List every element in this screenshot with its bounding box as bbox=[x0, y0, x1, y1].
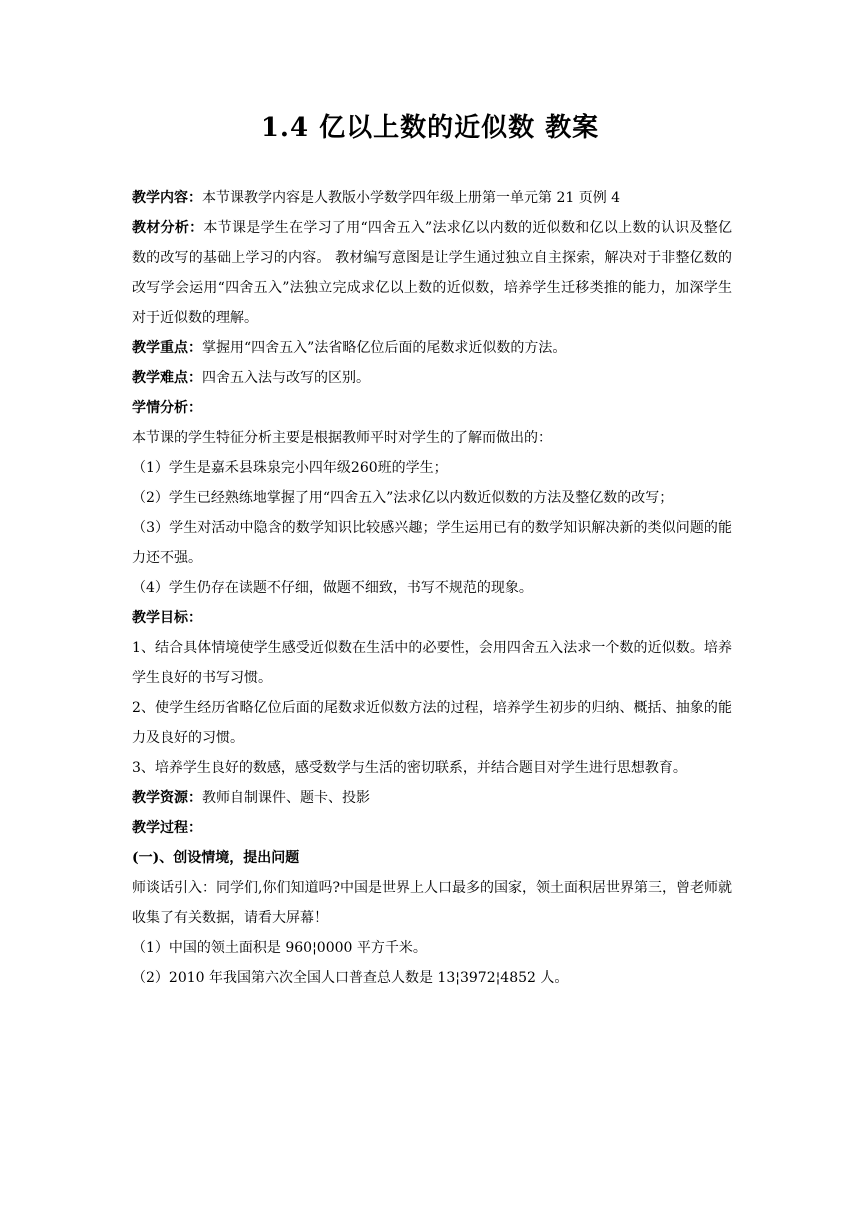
situation-item: （2）学生已经熟练地掌握了用“四舍五入”法求亿以内数近似数的方法及整亿数的改写； bbox=[132, 490, 674, 506]
resources-paragraph bbox=[132, 783, 732, 813]
teaching-content-text: 本节课教学内容是人教版小学数学四年级上册第一单元第 21 页例 4 bbox=[202, 190, 621, 206]
situation-item: （3）学生对活动中隐含的数学知识比较感兴趣；学生运用已有的数学知识解决新的类似问题的能力还不强。 bbox=[132, 520, 732, 566]
difficult-point-label: 教学难点： bbox=[132, 370, 202, 386]
key-point-label: 教学重点： bbox=[132, 340, 202, 356]
section-1-heading: (一)、创设情境，提出问题 bbox=[132, 850, 300, 866]
resources-text: 教师自制课件、题卡、投影 bbox=[202, 790, 370, 806]
resources-label: 教学资源： bbox=[132, 790, 202, 806]
page-title: 1.4 亿以上数的近似数 教案 bbox=[260, 113, 600, 143]
fact-item: （2）2010 年我国第六次全国人口普查总人数是 13¦3972¦4852 人。 bbox=[132, 970, 569, 986]
process-heading: 教学过程： bbox=[132, 820, 202, 836]
goal-item: 1、结合具体情境使学生感受近似数在生活中的必要性，会用四舍五入法求一个数的近似数。培养学生良好的书写习惯。 bbox=[132, 640, 732, 686]
key-point-paragraph bbox=[132, 333, 732, 363]
material-analysis-paragraph bbox=[132, 213, 732, 333]
document-body bbox=[132, 183, 732, 993]
goal-item: 2、使学生经历省略亿位后面的尾数求近似数方法的过程，培养学生初步的归纳、概括、抽象的能力及良好的习惯。 bbox=[132, 700, 732, 746]
teaching-content-label: 教学内容： bbox=[132, 190, 202, 206]
section-1-text: 师谈话引入：同学们,你们知道吗?中国是世界上人口最多的国家，领土面积居世界第三，曾老师就收集了有关数据，请看大屏幕！ bbox=[132, 880, 732, 926]
key-point-text: 掌握用“四舍五入”法省略亿位后面的尾数求近似数的方法。 bbox=[202, 340, 567, 356]
material-analysis-text: 本节课是学生在学习了用“四舍五入”法求亿以内数的近似数和亿以上数的认识及整亿数的改写的基础上学习的内容。 教材编写意图是让学生通过独立自主探索，解决对于非整亿数的改写学会运用“四舍五入”法独立完成求亿以上数的近似数，培养学生迁移类推的能力，加深学生对于近似数的理解。 bbox=[132, 220, 733, 326]
difficult-point-paragraph bbox=[132, 363, 732, 393]
difficult-point-text: 四舍五入法与改写的区别。 bbox=[202, 370, 370, 386]
fact-item: （1）中国的领土面积是 960¦0000 平方千米。 bbox=[132, 940, 427, 956]
teaching-content-paragraph bbox=[132, 183, 732, 213]
situation-intro: 本节课的学生特征分析主要是根据教师平时对学生的了解而做出的： bbox=[132, 430, 552, 446]
situation-item: （1）学生是嘉禾县珠泉完小四年级260班的学生； bbox=[132, 460, 448, 476]
situation-heading: 学情分析： bbox=[132, 400, 202, 416]
material-analysis-label: 教材分析： bbox=[132, 220, 204, 236]
situation-item: （4）学生仍存在读题不仔细，做题不细致，书写不规范的现象。 bbox=[132, 580, 533, 596]
goals-heading: 教学目标： bbox=[132, 610, 202, 626]
goal-item: 3、培养学生良好的数感，感受数学与生活的密切联系，并结合题目对学生进行思想教育。 bbox=[132, 760, 687, 776]
